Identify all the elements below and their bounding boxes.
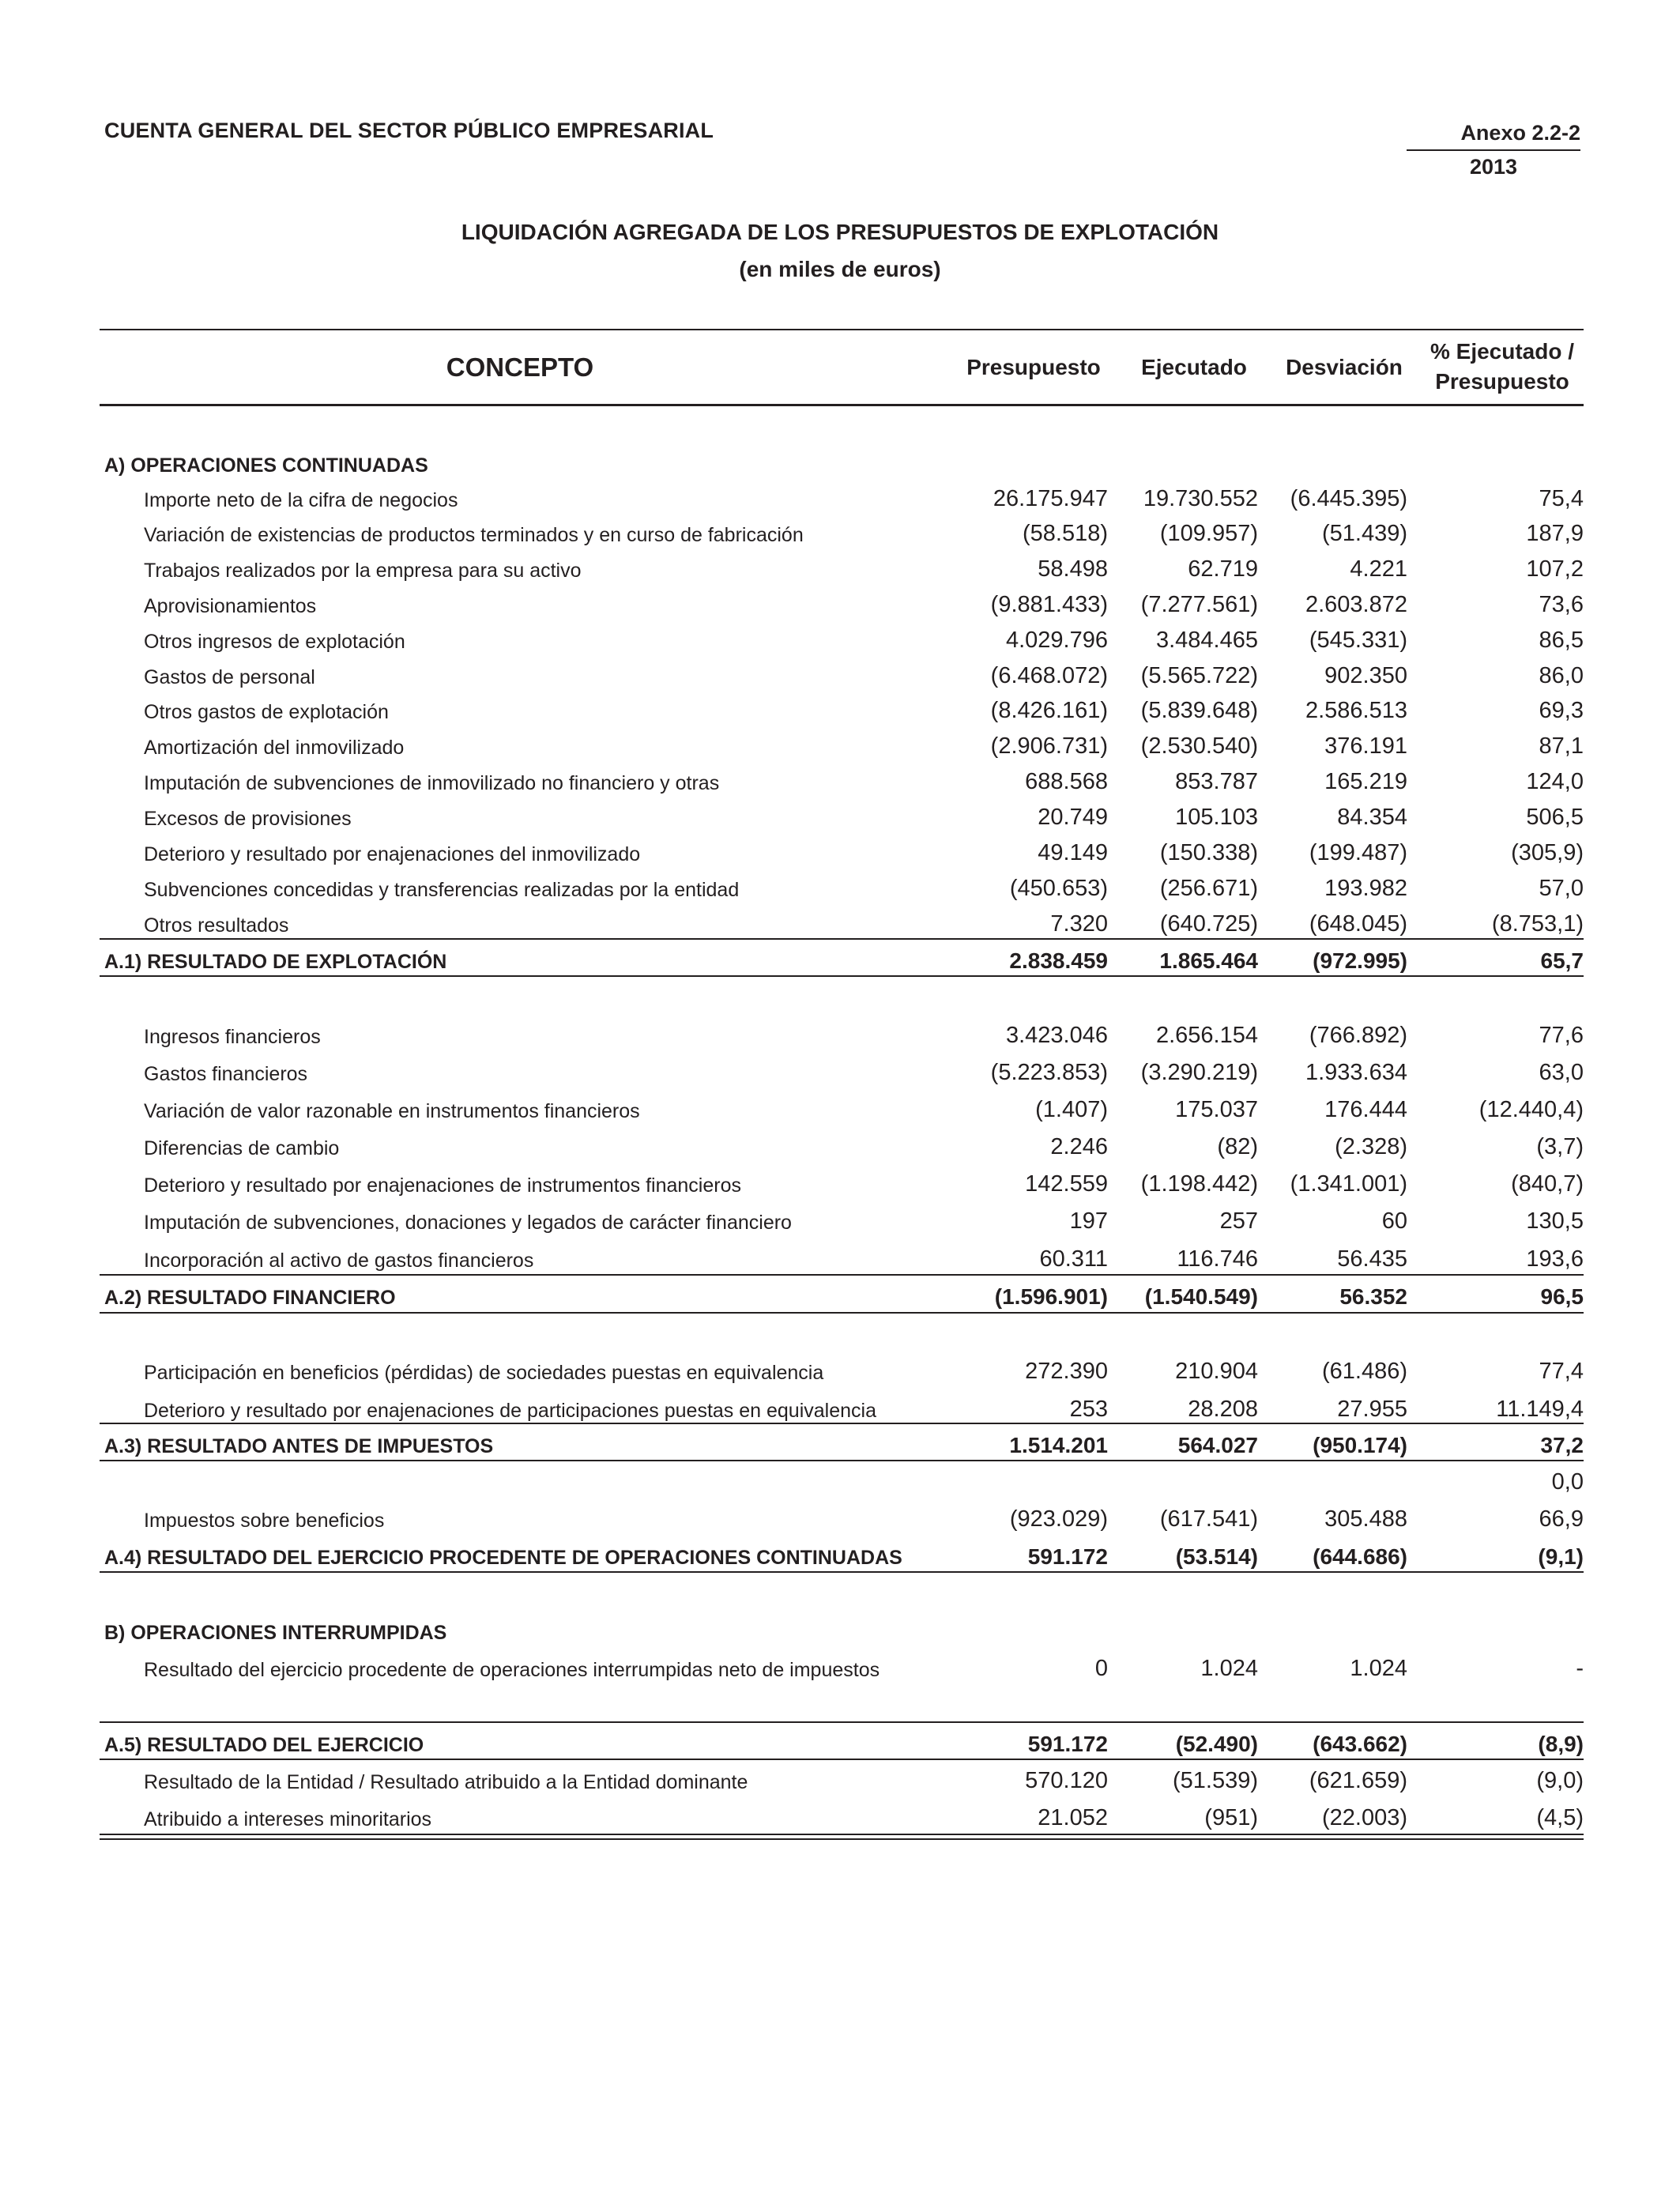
column-header-pct	[1419, 337, 1585, 397]
pct-cell: (8.753,1)	[1491, 911, 1584, 937]
presupuesto-cell: (2.906.731)	[990, 733, 1108, 759]
desviacion-cell: (2.328)	[1335, 1134, 1407, 1159]
presupuesto-cell: 21.052	[1038, 1805, 1108, 1830]
ejecutado-cell: (53.514)	[1175, 1544, 1258, 1569]
pct-cell: 87,1	[1539, 733, 1584, 759]
table-row	[100, 870, 1584, 902]
row-label: A.5) RESULTADO DEL EJERCICIO	[104, 1734, 424, 1756]
ejecutado-cell: (5.839.648)	[1140, 698, 1258, 723]
ejecutado-cell: 1.865.464	[1159, 948, 1258, 973]
row-label: Imputación de subvenciones de inmovilizado no financiero y otras	[144, 772, 720, 794]
table-rule	[100, 1721, 1584, 1723]
table-row	[100, 763, 1584, 795]
presupuesto-cell: (1.407)	[1035, 1097, 1108, 1122]
total-row	[100, 1427, 1584, 1458]
desviacion-cell: 305.488	[1324, 1506, 1407, 1532]
table-row	[100, 551, 1584, 582]
table-rule	[100, 1759, 1584, 1760]
row-label: Resultado del ejercicio procedente de operaciones interrumpidas neto de impuestos	[144, 1659, 880, 1681]
row-label: Subvenciones concedidas y transferencias realizadas por la entidad	[144, 879, 740, 901]
total-row	[100, 1278, 1584, 1310]
presupuesto-cell: 688.568	[1025, 769, 1108, 794]
presupuesto-cell: 20.749	[1038, 805, 1108, 830]
table-row	[100, 728, 1584, 760]
pct-cell: 0,0	[1551, 1469, 1584, 1495]
row-label: A) OPERACIONES CONTINUADAS	[104, 454, 428, 477]
table-row	[100, 515, 1584, 547]
row-label: Importe neto de la cifra de negocios	[144, 489, 458, 511]
table-row	[100, 1091, 1584, 1123]
desviacion-cell: (644.686)	[1313, 1544, 1407, 1569]
table-row	[100, 906, 1584, 937]
desviacion-cell: (199.487)	[1309, 840, 1407, 865]
table-row	[100, 1241, 1584, 1272]
section-row	[100, 1613, 1584, 1645]
presupuesto-cell: 7.320	[1050, 911, 1108, 937]
ejecutado-cell: (52.490)	[1175, 1732, 1258, 1756]
pct-cell: 69,3	[1539, 698, 1584, 723]
table-rule	[100, 1423, 1584, 1424]
column-header-ejecutado: Ejecutado	[1141, 355, 1247, 379]
total-row	[100, 1725, 1584, 1757]
ejecutado-cell: 564.027	[1177, 1433, 1258, 1457]
presupuesto-cell: 4.029.796	[1005, 628, 1108, 653]
desviacion-cell: 4.221	[1350, 556, 1407, 582]
table-row	[100, 658, 1584, 689]
ejecutado-cell: (3.290.219)	[1140, 1060, 1258, 1085]
section-row	[100, 446, 1584, 477]
pct-cell: (9,0)	[1536, 1768, 1584, 1793]
pct-cell: 506,5	[1526, 805, 1584, 830]
desviacion-cell: 84.354	[1337, 805, 1407, 830]
ejecutado-cell: (7.277.561)	[1140, 592, 1258, 617]
presupuesto-cell: 570.120	[1025, 1768, 1108, 1793]
row-label: Amortización del inmovilizado	[144, 737, 405, 759]
pct-cell: (9,1)	[1538, 1544, 1584, 1569]
table-row	[100, 586, 1584, 618]
ejecutado-cell: (1.198.442)	[1140, 1171, 1258, 1197]
column-header-desviacion: Desviación	[1286, 355, 1403, 379]
presupuesto-cell: (923.029)	[1009, 1506, 1108, 1532]
header-bottom-rule	[100, 404, 1584, 406]
pct-cell: 193,6	[1526, 1246, 1584, 1272]
ejecutado-cell: (150.338)	[1159, 840, 1258, 865]
desviacion-cell: (22.003)	[1321, 1805, 1407, 1830]
desviacion-cell: 176.444	[1324, 1097, 1407, 1122]
table-row	[100, 1800, 1584, 1831]
row-label: Variación de valor razonable en instrumentos financieros	[144, 1100, 640, 1122]
ejecutado-cell: (640.725)	[1159, 911, 1258, 937]
table-rule	[100, 975, 1584, 977]
document-header: CUENTA GENERAL DEL SECTOR PÚBLICO EMPRESARIAL	[104, 119, 714, 142]
desviacion-cell: (61.486)	[1321, 1359, 1407, 1384]
pct-cell: 86,0	[1539, 663, 1584, 688]
desviacion-cell: (621.659)	[1309, 1768, 1407, 1793]
ejecutado-cell: 853.787	[1175, 769, 1258, 794]
ejecutado-cell: 19.730.552	[1143, 486, 1258, 511]
pct-cell: (12.440,4)	[1478, 1097, 1584, 1122]
table-rule	[100, 1312, 1584, 1314]
table-row	[100, 1391, 1584, 1423]
pct-cell: 124,0	[1526, 769, 1584, 794]
total-row	[100, 1538, 1584, 1570]
annex-label: Anexo 2.2-2	[1407, 119, 1580, 151]
table-row	[100, 1501, 1584, 1532]
report-title: LIQUIDACIÓN AGREGADA DE LOS PRESUPUESTOS DE EXPLOTACIÓN	[461, 220, 1219, 244]
presupuesto-cell: (9.881.433)	[990, 592, 1108, 617]
row-label: A.3) RESULTADO ANTES DE IMPUESTOS	[104, 1435, 494, 1457]
row-label: Atribuido a intereses minoritarios	[144, 1808, 432, 1830]
desviacion-cell: (643.662)	[1313, 1732, 1407, 1756]
row-label: Deterioro y resultado por enajenaciones de instrumentos financieros	[144, 1174, 741, 1197]
pct-cell: 73,6	[1539, 592, 1584, 617]
presupuesto-cell: 3.423.046	[1005, 1023, 1108, 1048]
row-label: Otros resultados	[144, 914, 289, 937]
desviacion-cell: 1.024	[1350, 1656, 1407, 1681]
table-row	[100, 1353, 1584, 1385]
row-label: Deterioro y resultado por enajenaciones del inmovilizado	[144, 843, 641, 865]
pct-cell: 130,5	[1526, 1208, 1584, 1234]
table-row	[100, 1054, 1584, 1086]
table-row	[100, 481, 1584, 512]
pct-cell: 63,0	[1539, 1060, 1584, 1085]
table-row	[100, 1166, 1584, 1197]
row-label: B) OPERACIONES INTERRUMPIDAS	[104, 1622, 447, 1644]
row-label: Gastos financieros	[144, 1063, 308, 1085]
pct-cell: 66,9	[1539, 1506, 1584, 1532]
column-header-pct-line2: Presupuesto	[1435, 369, 1569, 394]
desviacion-cell: 193.982	[1324, 876, 1407, 901]
pct-cell: 77,4	[1539, 1359, 1584, 1384]
report-subtitle: (en miles de euros)	[739, 257, 941, 281]
column-header-presupuesto: Presupuesto	[966, 355, 1101, 379]
pct-cell: 187,9	[1526, 521, 1584, 546]
ejecutado-cell: 116.746	[1177, 1246, 1258, 1272]
ejecutado-cell: 175.037	[1175, 1097, 1258, 1122]
pct-cell: (4,5)	[1536, 1805, 1584, 1830]
presupuesto-cell: 49.149	[1038, 840, 1108, 865]
row-label: Otros ingresos de explotación	[144, 631, 405, 653]
presupuesto-cell: 591.172	[1027, 1732, 1108, 1756]
row-label: Imputación de subvenciones, donaciones y legados de carácter financiero	[144, 1212, 792, 1234]
row-label: Variación de existencias de productos terminados y en curso de fabricación	[144, 524, 804, 546]
row-label: Diferencias de cambio	[144, 1137, 340, 1159]
desviacion-cell: 2.603.872	[1305, 592, 1407, 617]
ejecutado-cell: (109.957)	[1159, 521, 1258, 546]
presupuesto-cell: 2.246	[1050, 1134, 1108, 1159]
pct-cell: (8,9)	[1538, 1732, 1584, 1756]
column-header-concepto: CONCEPTO	[446, 352, 594, 382]
table-rule	[100, 1838, 1584, 1840]
ejecutado-cell: 2.656.154	[1155, 1023, 1258, 1048]
desviacion-cell: (545.331)	[1309, 628, 1407, 653]
row-label: Trabajos realizados por la empresa para su activo	[144, 560, 582, 582]
pct-cell: (3,7)	[1536, 1134, 1584, 1159]
presupuesto-cell: 58.498	[1038, 556, 1108, 582]
desviacion-cell: (766.892)	[1309, 1023, 1407, 1048]
presupuesto-cell: 142.559	[1025, 1171, 1108, 1197]
desviacion-cell: 1.933.634	[1305, 1060, 1407, 1085]
table-row	[100, 1017, 1584, 1049]
presupuesto-cell: 60.311	[1039, 1246, 1108, 1272]
desviacion-cell: (972.995)	[1313, 948, 1407, 973]
row-label: Otros gastos de explotación	[144, 701, 389, 723]
ejecutado-cell: (5.565.722)	[1140, 663, 1258, 688]
presupuesto-cell: 2.838.459	[1009, 948, 1108, 973]
ejecutado-cell: 62.719	[1188, 556, 1258, 582]
presupuesto-cell: 0	[1094, 1656, 1108, 1681]
presupuesto-cell: 26.175.947	[993, 486, 1108, 511]
desviacion-cell: (950.174)	[1313, 1433, 1407, 1457]
ejecutado-cell: (951)	[1204, 1805, 1258, 1830]
presupuesto-cell: 253	[1069, 1397, 1108, 1422]
row-label: Gastos de personal	[144, 666, 315, 688]
pct-cell: -	[1576, 1656, 1584, 1681]
table-row	[100, 1129, 1584, 1160]
total-row	[100, 942, 1584, 974]
ejecutado-cell: (1.540.549)	[1144, 1284, 1258, 1309]
row-label: Incorporación al activo de gastos financieros	[144, 1250, 534, 1272]
ejecutado-cell: (617.541)	[1159, 1506, 1258, 1532]
pct-cell: 65,7	[1540, 948, 1584, 973]
desviacion-cell: 2.586.513	[1305, 698, 1407, 723]
table-row	[100, 1650, 1584, 1682]
pct-cell: 77,6	[1539, 1023, 1584, 1048]
pct-cell: 75,4	[1539, 486, 1584, 511]
row-label: Excesos de provisiones	[144, 808, 352, 830]
row-label: Participación en beneficios (pérdidas) de sociedades puestas en equivalencia	[144, 1362, 824, 1384]
ejecutado-cell: 1.024	[1200, 1656, 1258, 1681]
presupuesto-cell: (5.223.853)	[990, 1060, 1108, 1085]
table-row	[100, 622, 1584, 654]
presupuesto-cell: 591.172	[1027, 1544, 1108, 1569]
pct-cell: 37,2	[1540, 1433, 1584, 1457]
pct-cell: 96,5	[1540, 1284, 1584, 1309]
desviacion-cell: (51.439)	[1321, 521, 1407, 546]
row-label: A.2) RESULTADO FINANCIERO	[104, 1287, 396, 1309]
table-rule	[100, 1460, 1584, 1461]
pct-cell: 107,2	[1526, 556, 1584, 582]
desviacion-cell: (648.045)	[1309, 911, 1407, 937]
pct-cell: 57,0	[1539, 876, 1584, 901]
table-rule	[100, 1571, 1584, 1573]
header-top-rule	[100, 329, 1584, 330]
desviacion-cell: (6.445.395)	[1290, 486, 1407, 511]
desviacion-cell: 27.955	[1337, 1397, 1407, 1422]
desviacion-cell: 56.435	[1337, 1246, 1407, 1272]
presupuesto-cell: 197	[1069, 1208, 1108, 1234]
table-row	[100, 799, 1584, 831]
column-header-pct-line1: % Ejecutado /	[1430, 339, 1575, 364]
presupuesto-cell: (8.426.161)	[990, 698, 1108, 723]
pct-cell: (840,7)	[1511, 1171, 1584, 1197]
presupuesto-cell: 272.390	[1025, 1359, 1108, 1384]
ejecutado-cell: 3.484.465	[1155, 628, 1258, 653]
table-row	[100, 1762, 1584, 1794]
pct-cell: (305,9)	[1511, 840, 1584, 865]
table-row	[100, 835, 1584, 866]
ejecutado-cell: 257	[1219, 1208, 1258, 1234]
table-rule	[100, 1274, 1584, 1276]
table-rule	[100, 1834, 1584, 1835]
ejecutado-cell: (51.539)	[1172, 1768, 1258, 1793]
desviacion-cell: 376.191	[1324, 733, 1407, 759]
row-label: Resultado de la Entidad / Resultado atribuido a la Entidad dominante	[144, 1771, 748, 1793]
ejecutado-cell: (82)	[1217, 1134, 1258, 1159]
table-row	[100, 1464, 1584, 1495]
desviacion-cell: 902.350	[1324, 663, 1407, 688]
row-label: A.1) RESULTADO DE EXPLOTACIÓN	[104, 951, 447, 973]
presupuesto-cell: (1.596.901)	[994, 1284, 1108, 1309]
presupuesto-cell: (58.518)	[1022, 521, 1108, 546]
ejecutado-cell: (2.530.540)	[1140, 733, 1258, 759]
row-label: A.4) RESULTADO DEL EJERCICIO PROCEDENTE DE OPERACIONES CONTINUADAS	[104, 1547, 902, 1569]
presupuesto-cell: (450.653)	[1009, 876, 1108, 901]
table-rule	[100, 938, 1584, 940]
row-label: Impuestos sobre beneficios	[144, 1510, 385, 1532]
presupuesto-cell: (6.468.072)	[990, 663, 1108, 688]
desviacion-cell: (1.341.001)	[1290, 1171, 1407, 1197]
table-row	[100, 692, 1584, 724]
ejecutado-cell: 210.904	[1175, 1359, 1258, 1384]
table-row	[100, 1203, 1584, 1235]
row-label: Aprovisionamientos	[144, 595, 317, 617]
ejecutado-cell: 105.103	[1175, 805, 1258, 830]
ejecutado-cell: (256.671)	[1159, 876, 1258, 901]
pct-cell: 11.149,4	[1496, 1397, 1584, 1422]
row-label: Deterioro y resultado por enajenaciones de participaciones puestas en equivalencia	[144, 1400, 876, 1422]
ejecutado-cell: 28.208	[1188, 1397, 1258, 1422]
year-label: 2013	[1469, 155, 1518, 179]
desviacion-cell: 165.219	[1324, 769, 1407, 794]
row-label: Ingresos financieros	[144, 1026, 321, 1048]
desviacion-cell: 60	[1381, 1208, 1407, 1234]
presupuesto-cell: 1.514.201	[1009, 1433, 1108, 1457]
pct-cell: 86,5	[1539, 628, 1584, 653]
desviacion-cell: 56.352	[1339, 1284, 1407, 1309]
